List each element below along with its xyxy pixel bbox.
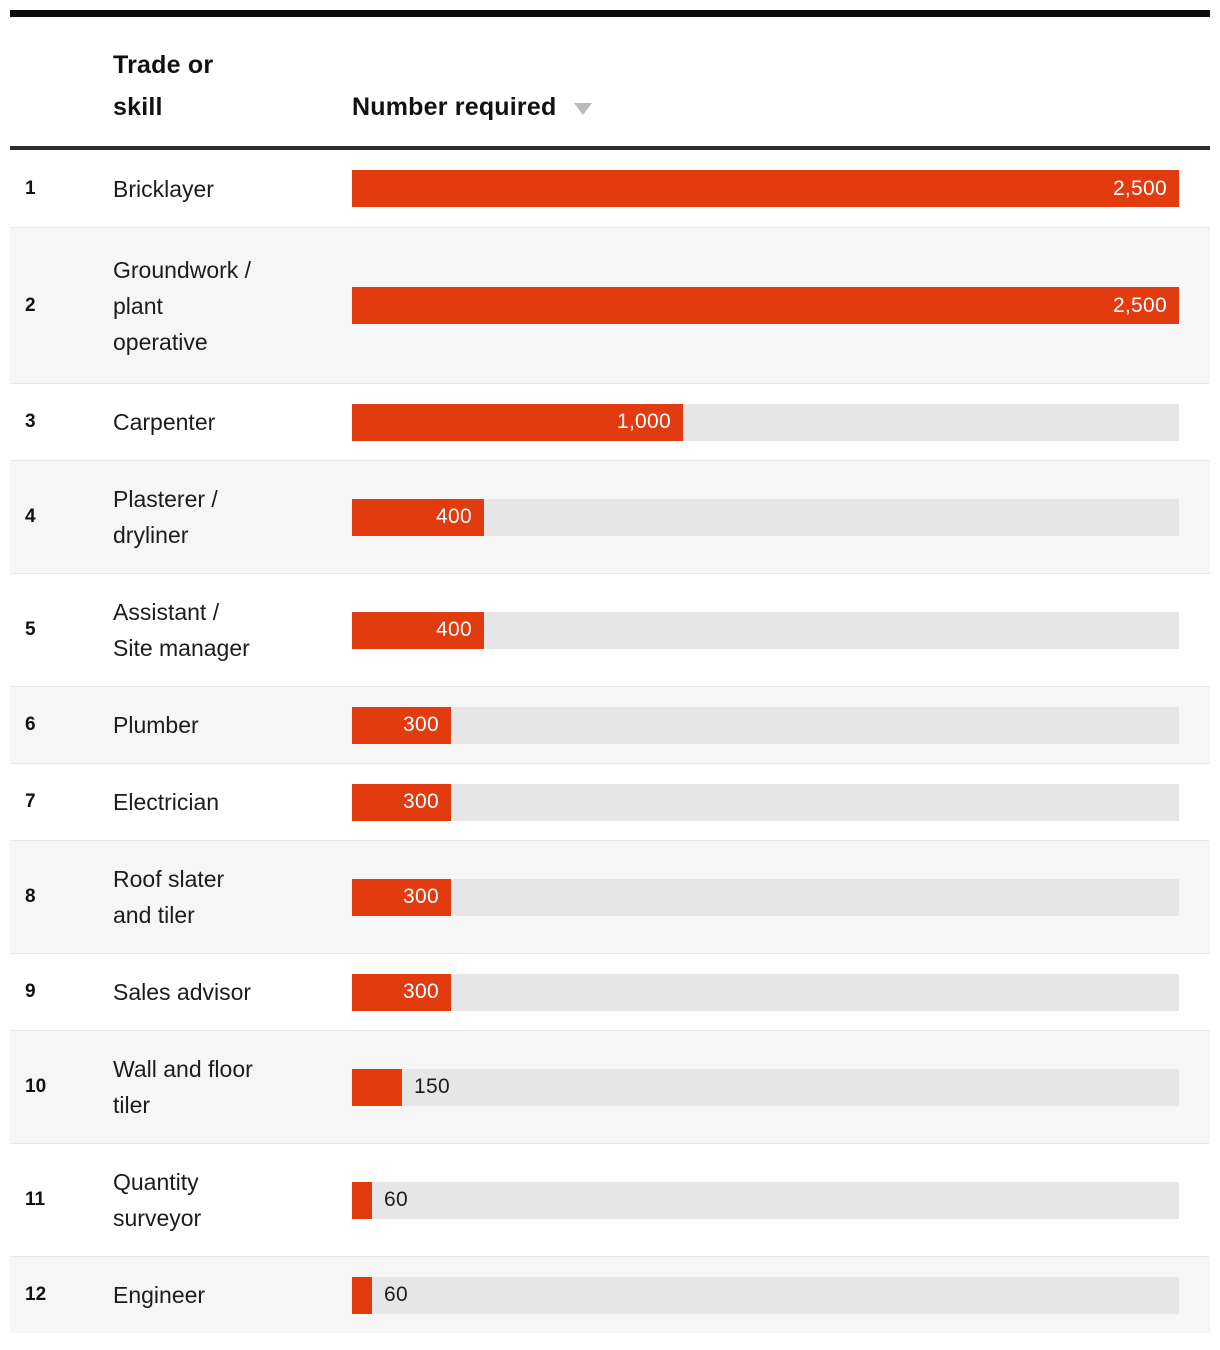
rank-cell: 11 [25, 1189, 46, 1210]
rank-cell: 5 [25, 619, 36, 640]
value-label: 300 [403, 790, 439, 813]
top-accent-bar [10, 10, 1210, 17]
bar-cell [352, 404, 1210, 441]
bar-track [352, 170, 1179, 207]
table-body [10, 150, 1210, 1333]
value-label: 300 [403, 713, 439, 736]
table-row [10, 953, 1210, 1030]
bar-track [352, 1182, 1179, 1219]
value-label: 300 [403, 980, 439, 1003]
bar-cell [352, 612, 1210, 649]
value-bar [352, 170, 1179, 207]
value-bar [352, 707, 451, 744]
trade-name-cell: Carpenter [113, 409, 216, 435]
trade-name-cell: Bricklayer [113, 175, 214, 202]
bar-cell [352, 1277, 1210, 1314]
column-header-number-required[interactable] [352, 86, 1210, 128]
table-row [10, 763, 1210, 840]
table-row [10, 1256, 1210, 1333]
trade-or-skill-label-line2: skill [113, 93, 163, 121]
value-bar [352, 879, 451, 916]
trade-name-cell: Roof slater and tiler [113, 866, 225, 928]
bar-cell [352, 707, 1210, 744]
value-bar [352, 1182, 372, 1219]
number-required-label: Number required [352, 93, 557, 121]
table-row [10, 150, 1210, 227]
bar-track [352, 1069, 1179, 1106]
bar-track [352, 287, 1179, 324]
rank-cell: 9 [25, 981, 36, 1002]
value-label: 2,500 [1112, 293, 1167, 317]
bar-cell [352, 499, 1210, 536]
bar-cell [352, 170, 1210, 207]
bar-cell [352, 1182, 1210, 1219]
value-bar [352, 1069, 402, 1106]
table-row [10, 460, 1210, 573]
value-bar [352, 784, 451, 821]
value-bar [352, 974, 451, 1011]
bar-track [352, 499, 1179, 536]
column-header-trade-or-skill [113, 44, 352, 128]
rank-cell: 2 [25, 294, 36, 316]
table-header [10, 17, 1210, 150]
value-bar [352, 404, 683, 441]
bar-cell [352, 784, 1210, 821]
trade-name-cell: Engineer [113, 1282, 206, 1308]
trade-name-cell: Plumber [113, 712, 199, 738]
table-row [10, 686, 1210, 763]
bar-cell [352, 287, 1210, 324]
value-label: 150 [414, 1075, 450, 1098]
trade-name-cell: Electrician [113, 789, 220, 815]
rank-cell: 12 [25, 1284, 47, 1305]
value-label: 400 [436, 505, 472, 528]
value-label: 60 [384, 1188, 408, 1211]
bar-cell [352, 974, 1210, 1011]
value-label: 1,000 [616, 410, 671, 433]
value-label: 400 [436, 618, 472, 641]
bar-cell [352, 1069, 1210, 1106]
trade-name-cell: Wall and floor tiler [113, 1056, 253, 1118]
trade-name-cell: Plasterer / dryliner [113, 486, 218, 548]
value-bar [352, 612, 484, 649]
rank-cell: 1 [25, 177, 36, 199]
bar-track [352, 404, 1179, 441]
bar-track [352, 879, 1179, 916]
trade-name-cell: Assistant / Site manager [113, 599, 250, 661]
value-bar [352, 499, 484, 536]
value-label: 2,500 [1112, 176, 1167, 200]
bar-track [352, 974, 1179, 1011]
table-row [10, 840, 1210, 953]
trade-or-skill-label-line1: Trade or [113, 51, 214, 79]
bar-track [352, 784, 1179, 821]
rank-cell: 6 [25, 714, 36, 735]
table-row [10, 1030, 1210, 1143]
table-row [10, 573, 1210, 686]
value-bar [352, 287, 1179, 324]
bar-track [352, 612, 1179, 649]
value-label: 60 [384, 1283, 408, 1306]
bar-track [352, 1277, 1179, 1314]
trade-name-cell: Sales advisor [113, 979, 252, 1005]
trade-name-cell: Groundwork / plant operative [113, 256, 252, 355]
rank-cell: 4 [25, 506, 36, 527]
table-row [10, 1143, 1210, 1256]
table-row [10, 227, 1210, 383]
rank-cell: 7 [25, 791, 36, 812]
trade-name-cell: Quantity surveyor [113, 1169, 202, 1231]
rank-cell: 8 [25, 886, 36, 907]
bar-cell [352, 879, 1210, 916]
value-bar [352, 1277, 372, 1314]
rank-cell: 10 [25, 1076, 47, 1097]
value-label: 300 [403, 885, 439, 908]
rank-cell: 3 [25, 411, 36, 432]
sort-descending-icon[interactable] [574, 103, 592, 115]
table-row [10, 383, 1210, 460]
bar-track [352, 707, 1179, 744]
